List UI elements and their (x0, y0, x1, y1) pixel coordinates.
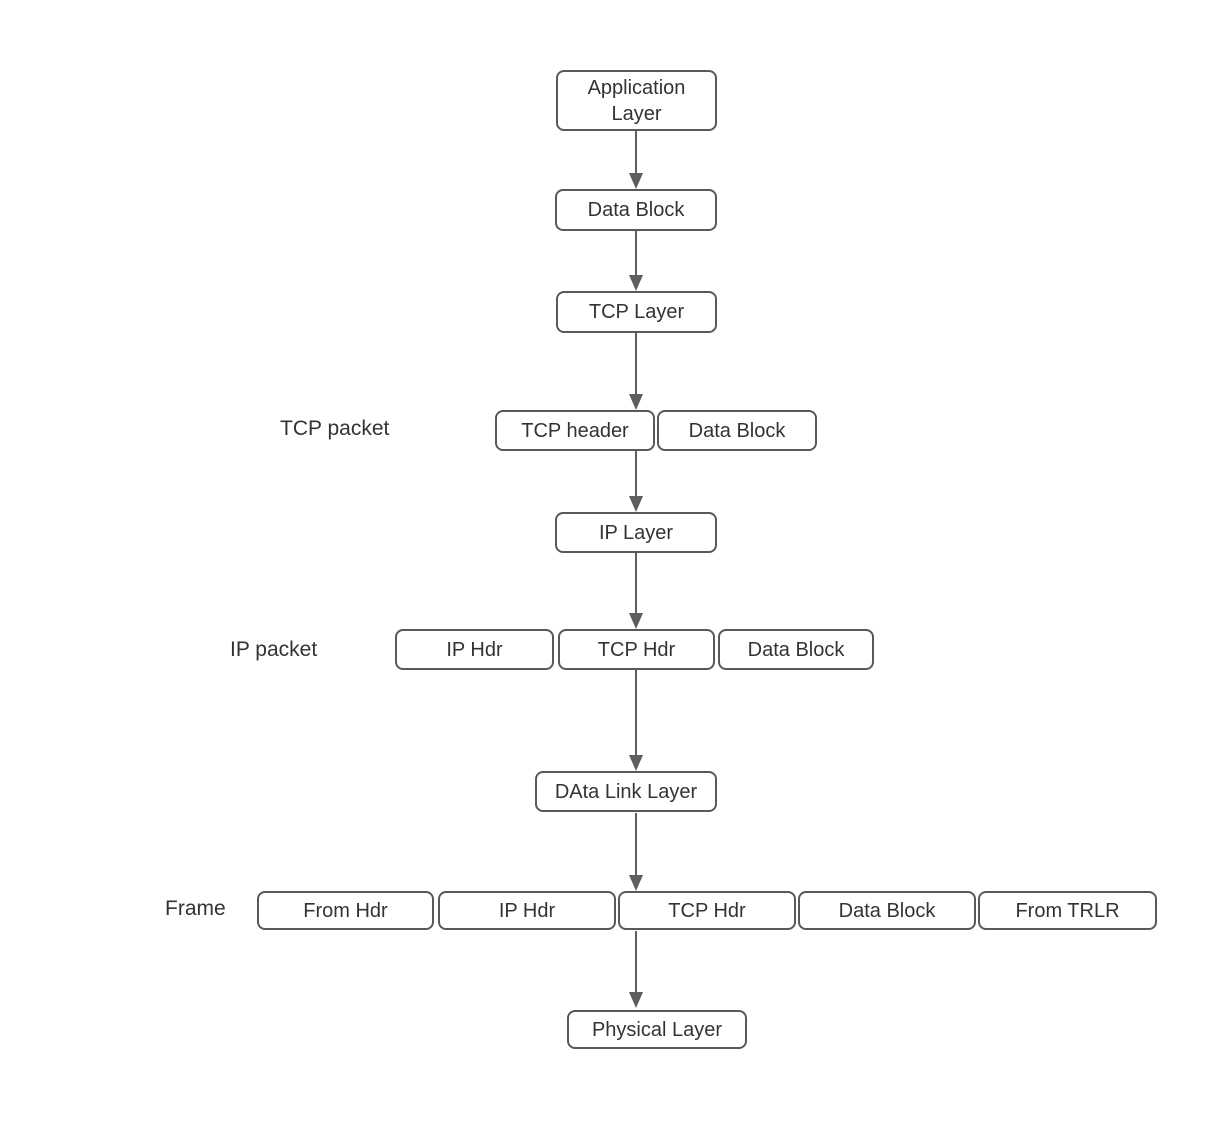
node-data-block-top: Data Block (555, 189, 717, 231)
node-ip-packet-tcp-hdr: TCP Hdr (558, 629, 715, 670)
label-tcp-packet: TCP packet (280, 417, 390, 440)
node-tcp-packet-data-block: Data Block (657, 410, 817, 451)
label-ip-packet: IP packet (230, 638, 318, 661)
node-frame-from-hdr: From Hdr (257, 891, 434, 930)
node-ip-packet-data-block: Data Block (718, 629, 874, 670)
node-frame-data-block: Data Block (798, 891, 976, 930)
node-frame-tcp-hdr: TCP Hdr (618, 891, 796, 930)
arrow-tcplayer-to-tcppacket (629, 333, 643, 410)
node-data-link-layer: DAta Link Layer (535, 771, 717, 812)
node-application-layer: Application Layer (556, 70, 717, 131)
arrow-application-to-datablock (629, 131, 643, 189)
node-tcp-layer: TCP Layer (556, 291, 717, 333)
node-frame-ip-hdr: IP Hdr (438, 891, 616, 930)
node-ip-layer: IP Layer (555, 512, 717, 553)
arrow-tcppacket-to-iplayer (629, 451, 643, 512)
node-tcp-header: TCP header (495, 410, 655, 451)
arrow-datalink-to-frame (629, 813, 643, 891)
node-frame-from-trlr: From TRLR (978, 891, 1157, 930)
arrow-frame-to-physical (629, 931, 643, 1008)
arrow-ippacket-to-datalink (629, 670, 643, 771)
label-frame: Frame (165, 897, 226, 920)
arrow-iplayer-to-ippacket (629, 553, 643, 629)
node-physical-layer: Physical Layer (567, 1010, 747, 1049)
arrow-datablock-to-tcplayer (629, 231, 643, 291)
node-ip-packet-ip-hdr: IP Hdr (395, 629, 554, 670)
